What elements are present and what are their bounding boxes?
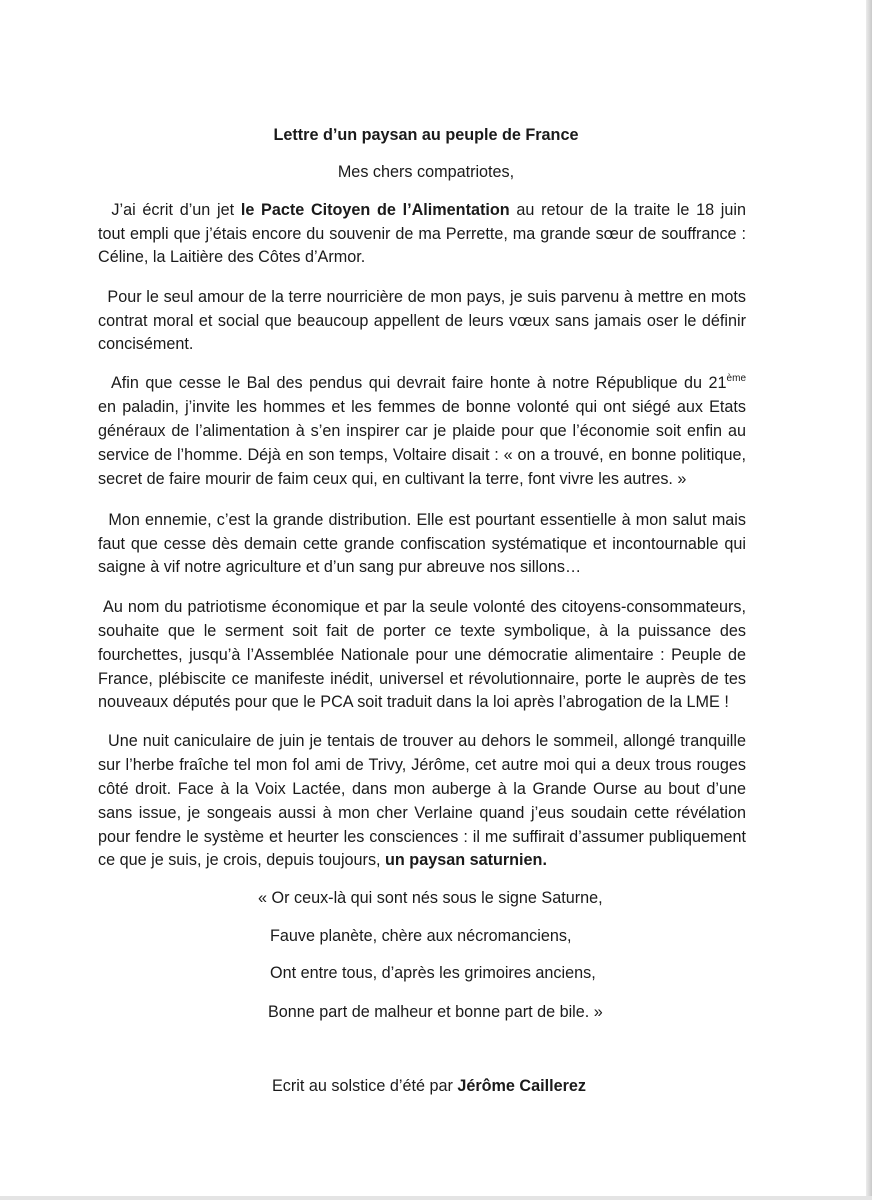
paragraph-3-line-2: en paladin, j’invite les hommes et les femmes de bonne volonté qui ont siégé aux Etats bbox=[98, 398, 746, 416]
paragraph-5-line-5: nouveaux députés pour que le PCA soit traduit dans la loi après l’abrogation de la LME ! bbox=[98, 693, 729, 711]
paragraph-5-line-3: fourchettes, jusqu’à l’Assemblée Nationale pour une démocratie alimentaire : Peuple de bbox=[98, 646, 746, 664]
paragraph-6-line-2: sur l’herbe fraîche tel mon fol ami de Trivy, Jérôme, cet autre moi qui a deux trous rouges bbox=[98, 756, 746, 774]
poem-line-1: « Or ceux-là qui sont nés sous le signe Saturne, bbox=[258, 889, 603, 907]
paragraph-1-line-1: J’ai écrit d’un jet le Pacte Citoyen de l’Alimentation au retour de la traite le 18 juin bbox=[111, 201, 746, 219]
poem-line-4: Bonne part de malheur et bonne part de bile. » bbox=[268, 1003, 603, 1021]
paragraph-4-line-2: faut que cesse dès demain cette grande confiscation systématique et incontournable qui bbox=[98, 535, 746, 553]
author-name: Jérôme Caillerez bbox=[457, 1077, 587, 1095]
paragraph-5-line-4: France, plébiscite ce manifeste inédit, universel et révolutionnaire, porte le auprès de tes bbox=[98, 670, 746, 688]
paragraph-2-line-2: contrat moral et social que beaucoup appellent de leurs vœux sans jamais oser le définir bbox=[98, 312, 746, 330]
paragraph-4-line-3: saigne à vif notre agriculture et d’un sang pur abreuve nos sillons… bbox=[98, 558, 582, 576]
letter-title: Lettre d’un paysan au peuple de France bbox=[273, 126, 579, 144]
page-edge-bottom bbox=[0, 1196, 872, 1200]
paragraph-6-line-1: Une nuit caniculaire de juin je tentais de trouver au dehors le sommeil, allongé tranquille bbox=[108, 732, 746, 750]
poem-line-3: Ont entre tous, d’après les grimoires anciens, bbox=[270, 964, 596, 982]
paragraph-4-line-1: Mon ennemie, c’est la grande distribution. Elle est pourtant essentielle à mon salut mais bbox=[108, 511, 746, 529]
paragraph-6-line-4: sans issue, je songeais aussi à mon cher Verlaine quand j’eus soudain cette révélation bbox=[98, 804, 746, 822]
paragraph-5-line-1: Au nom du patriotisme économique et par la seule volonté des citoyens-consommateurs, bbox=[103, 598, 746, 616]
paragraph-3-line-3: généraux de l’alimentation à s’en inspirer car je plaide pour que l’économie soit enfin au bbox=[98, 422, 746, 440]
paragraph-6-line-3: côté droit. Face à la Voix Lactée, dans mon auberge à la Grande Ourse au bout d’une bbox=[98, 780, 746, 798]
paragraph-3-line-4: service de l’homme. Déjà en son temps, Voltaire disait : « on a trouvé, en bonne politique, bbox=[98, 446, 746, 464]
paragraph-3-line-5: secret de faire mourir de faim ceux qui, en cultivant la terre, font vivre les autres. » bbox=[98, 470, 687, 488]
page-edge-shadow bbox=[866, 0, 872, 1200]
paragraph-5-line-2: souhaite que le serment soit fait de porter ce texte symbolique, à la puissance des bbox=[98, 622, 746, 640]
salutation: Mes chers compatriotes, bbox=[337, 163, 515, 181]
paragraph-3-line-1: Afin que cesse le Bal des pendus qui devrait faire honte à notre République du 21ème bbox=[110, 373, 746, 392]
signature: Ecrit au solstice d’été par Jérôme Caillerez bbox=[272, 1077, 587, 1095]
paragraph-2-line-1: Pour le seul amour de la terre nourricière de mon pays, je suis parvenu à mettre en mots bbox=[107, 288, 746, 306]
paragraph-2-line-3: concisément. bbox=[98, 335, 194, 353]
paragraph-1-line-3: Céline, la Laitière des Côtes d’Armor. bbox=[98, 248, 366, 266]
paragraph-6-line-5: pour fendre le système et heurter les consciences : il me suffirait d’assumer publiquement bbox=[98, 828, 746, 846]
paragraph-1-line-2: tout empli que j’étais encore du souvenir de ma Perrette, ma grande sœur de souffrance : bbox=[98, 225, 746, 243]
poem-line-2: Fauve planète, chère aux nécromanciens, bbox=[270, 927, 572, 945]
paragraph-6-line-6: ce que je suis, je crois, depuis toujours, un paysan saturnien. bbox=[98, 851, 547, 869]
